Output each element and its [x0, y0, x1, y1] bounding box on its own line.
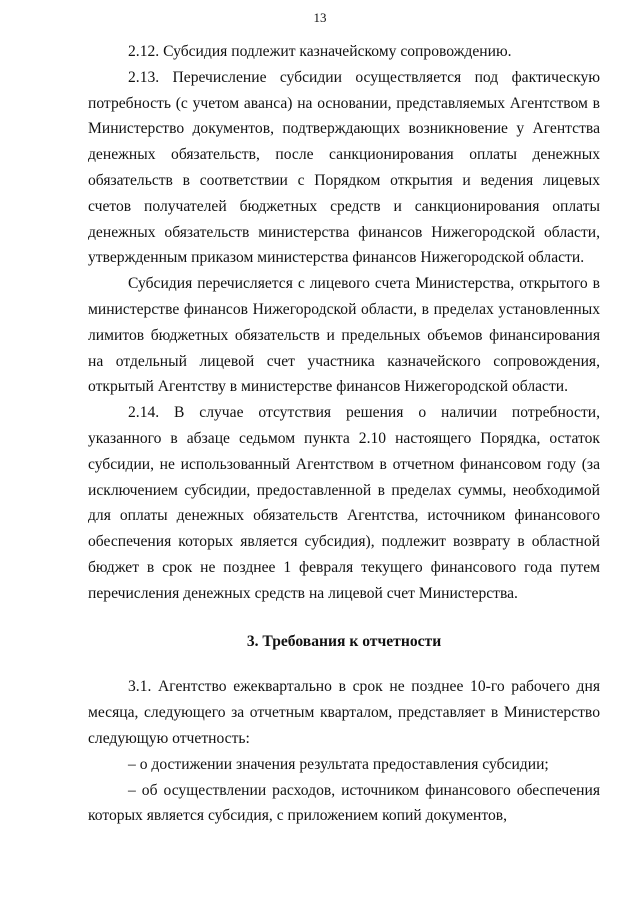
list-item-result-achievement: – о достижении значения результата предоставления субсидии;: [128, 755, 549, 773]
list-item-expenses: – об осуществлении расходов, источником финансового обеспечения которых является субсидия, с приложением копий документов,: [88, 781, 600, 825]
section-3-heading: 3. Требования к отчетности: [246, 632, 442, 650]
paragraph-3-1: 3.1. Агентство ежеквартально в срок не позднее 10-го рабочего дня месяца, следующего за отчетным кварталом, представляет в Министерство следующую отчетность:: [88, 678, 600, 747]
paragraph-2-13: 2.13. Перечисление субсидии осуществляется под фактическую потребность (с учетом аванса) на основании, представляемых Агентством в Министерство документов, подтверждающих возникновение у Агентства денежных обязательств, после санкционирования оплаты денежных обязательств в соответствии с Порядком открытия и ведения лицевых счетов получателей бюджетных средств и санкционирования оплаты денежных обязательств министерства финансов Нижегородской области, утвержденным приказом министерства финансов Нижегородской области.: [88, 68, 600, 267]
paragraph-2-12: 2.12. Субсидия подлежит казначейскому сопровождению.: [128, 43, 512, 60]
paragraph-2-14: 2.14. В случае отсутствия решения о наличии потребности, указанного в абзаце седьмом пункта 2.10 настоящего Порядка, остаток субсидии, не использованный Агентством в отчетном финансовом году (за исключением субсидии, предоставленной в пределах суммы, необходимой для оплаты денежных обязательств Агентства, источником финансового обеспечения которых является субсидия), подлежит возврату в областной бюджет в срок не позднее 1 февраля текущего финансового года путем перечисления денежных средств на лицевой счет Министерства.: [88, 404, 600, 602]
paragraph-subsidy-transfer: Субсидия перечисляется с лицевого счета Министерства, открытого в министерстве финансов Нижегородской области, в пределах установленных лимитов бюджетных обязательств и предельных объемов финансирования на отдельный лицевой счет участника казначейского сопровождения, открытый Агентству в министерстве финансов Нижегородской области.: [88, 275, 600, 396]
page-number: 13: [313, 10, 327, 25]
document-body: [88, 39, 600, 829]
